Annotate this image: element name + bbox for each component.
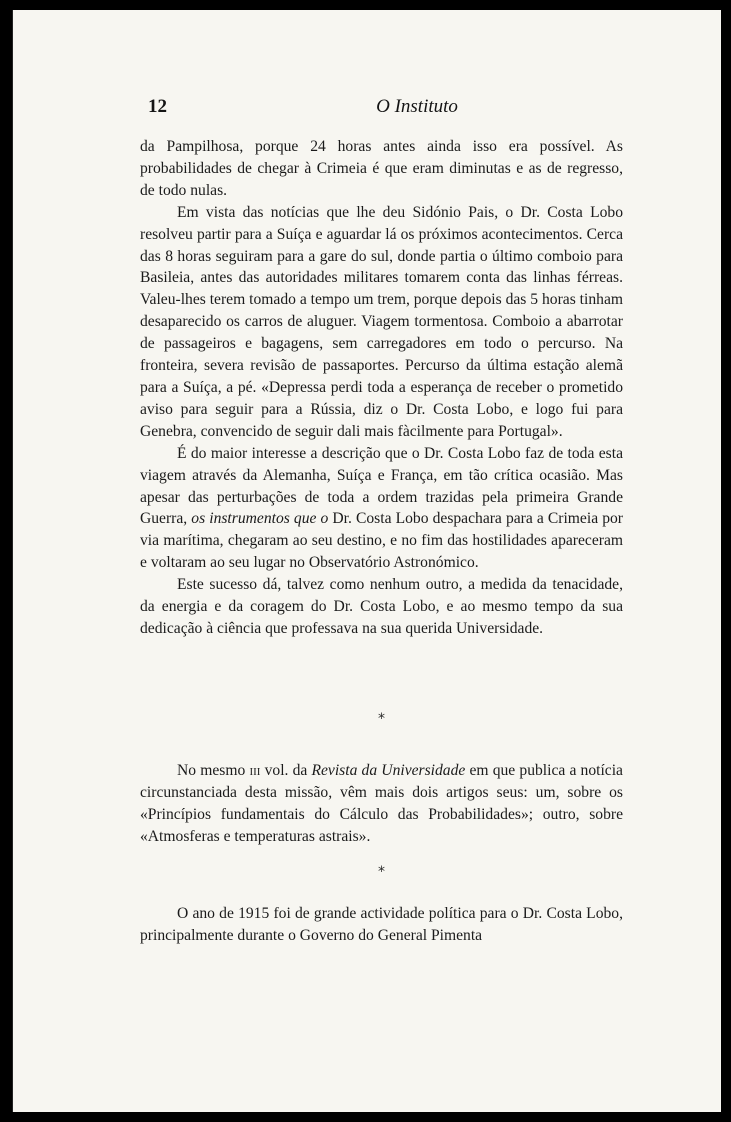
paragraph-3-part-1: É do maior interesse a descrição que o Dr. Costa Lobo faz de toda esta viagem através da Alemanha, Suíça e França, em tão crítica ocasião. Mas apesar das perturbações de toda a ordem trazidas pela primeira Grande Guerra, [140, 444, 623, 528]
body-text-block-2 [140, 760, 623, 848]
paragraph-3-italic: os instrumentos que o [191, 510, 329, 528]
paragraph-4: Este sucesso dá, talvez como nenhum outro, a medida da tenacidade, da energia e da coragem do Dr. Costa Lobo, e ao mesmo tempo da sua dedicação à ciência que professava na sua querida Universidade. [140, 576, 623, 637]
page-number: 12 [148, 96, 167, 117]
page-header [148, 96, 626, 122]
paragraph-1: da Pampilhosa, porque 24 horas antes ainda isso era possível. As probabilidades de chegar à Crimeia é que eram diminutas e as de regresso, de todo nulas. [140, 138, 623, 199]
paragraph-5 [140, 760, 623, 848]
paragraph-5-volume-numeral: iii [249, 762, 261, 779]
running-title: O Instituto [376, 96, 458, 117]
paragraph-3-part-3: Dr. Costa Lobo despachara para a Crimeia por via marítima, chegaram ao seu destino, e no fim das hostilidades apareceram e voltaram ao seu lugar no Observatório Astronómico. [140, 510, 623, 572]
paragraph-3 [140, 443, 623, 574]
paragraph-5-part-5: em que publica a notícia circunstanciada desta missão, vêm mais dois artigos seus: um, sobre os «Princípios fundamentais do Cálculo das Probabilidades»; outro, sobre «Atmosferas e temperaturas astrais». [140, 762, 623, 845]
section-separator-1: * [378, 711, 385, 727]
body-text-block-3 [140, 903, 623, 947]
paragraph-2: Em vista das notícias que lhe deu Sidónio Pais, o Dr. Costa Lobo resolveu partir para a Suíça e aguardar lá os próximos acontecimentos. Cerca das 8 horas seguiram para a gare do sul, donde partia o último comboio para Basileia, antes das autoridades militares tomarem conta das linhas férreas. Valeu-lhes terem tomado a tempo um trem, porque depois das 5 horas tinham desaparecido os carros de aluguer. Viagem tormentosa. Comboio a abarrotar de passageiros e bagagens, sem carregadores em todo o percurso. Na fronteira, severa revisão de passaportes. Percurso da última estação alemã para a Suíça, a pé. «Depressa perdi toda a esperança de receber o prometido aviso para seguir para a Rússia, diz o Dr. Costa Lobo, e logo fui para Genebra, convencido de seguir dali mais fàcilmente para Portugal». [140, 203, 623, 440]
paragraph-5-part-3: vol. da [260, 762, 312, 779]
paragraph-6: O ano de 1915 foi de grande actividade política para o Dr. Costa Lobo, principalmente durante o Governo do General Pimenta [140, 905, 623, 944]
paragraph-5-part-1: No mesmo [177, 762, 250, 779]
section-separator-2: * [378, 864, 385, 880]
paragraph-5-journal-title: Revista da Universidade [311, 762, 466, 779]
body-text-block-1 [140, 136, 623, 640]
